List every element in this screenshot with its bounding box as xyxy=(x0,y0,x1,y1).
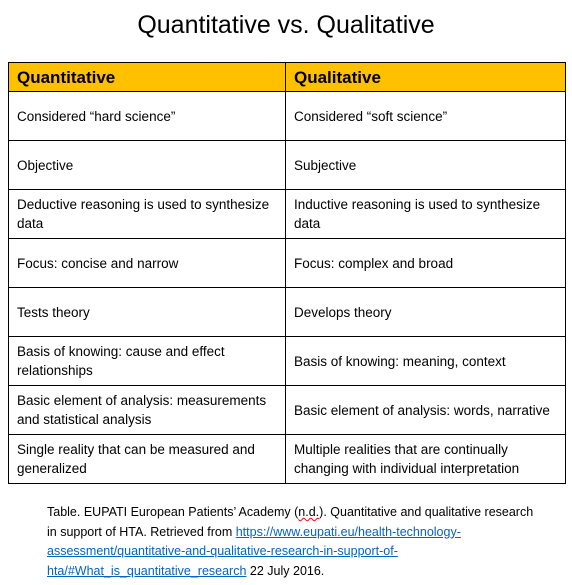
table-row xyxy=(9,435,566,484)
cell-quantitative: Objective xyxy=(9,141,286,190)
cell-qualitative: Basis of knowing: meaning, context xyxy=(286,337,566,386)
table-row xyxy=(9,239,566,288)
header-qualitative: Qualitative xyxy=(286,63,566,92)
cell-quantitative: Basic element of analysis: measurements and statistical analysis xyxy=(9,386,286,435)
cell-quantitative: Single reality that can be measured and generalized xyxy=(9,435,286,484)
cell-quantitative: Tests theory xyxy=(9,288,286,337)
caption-suffix: 22 July 2016. xyxy=(246,563,325,578)
cell-qualitative: Focus: complex and broad xyxy=(286,239,566,288)
cell-quantitative: Deductive reasoning is used to synthesize data xyxy=(9,190,286,239)
page-title: Quantitative vs. Qualitative xyxy=(137,11,435,39)
table-caption xyxy=(47,503,537,581)
cell-quantitative: Considered “hard science” xyxy=(9,92,286,141)
cell-qualitative: Multiple realities that are continually changing with individual interpretation xyxy=(286,435,566,484)
cell-quantitative: Basis of knowing: cause and effect relationships xyxy=(9,337,286,386)
cell-qualitative: Considered “soft science” xyxy=(286,92,566,141)
source-link[interactable]: https://www.eupati.eu/health-technology-assessment/quantitative-and-qualitative-research-in-support-of-hta/#What_is_quantitative_research xyxy=(47,524,461,578)
caption-nd: n.d. xyxy=(298,505,320,519)
table-row xyxy=(9,92,566,141)
cell-qualitative: Inductive reasoning is used to synthesize data xyxy=(286,190,566,239)
table-row xyxy=(9,337,566,386)
caption-middle: ). Quantitative and qualitative research in support of HTA. Retrieved from xyxy=(47,505,534,539)
cell-quantitative: Focus: concise and narrow xyxy=(9,239,286,288)
table-row xyxy=(9,190,566,239)
table-row xyxy=(9,288,566,337)
cell-qualitative: Develops theory xyxy=(286,288,566,337)
table-header-row xyxy=(9,63,566,92)
table-row xyxy=(9,386,566,435)
table-row xyxy=(9,141,566,190)
comparison-table xyxy=(8,62,566,484)
cell-qualitative: Basic element of analysis: words, narrative xyxy=(286,386,566,435)
caption-prefix: Table. EUPATI European Patients’ Academy ( xyxy=(47,505,299,519)
header-quantitative: Quantitative xyxy=(9,63,286,92)
cell-qualitative: Subjective xyxy=(286,141,566,190)
